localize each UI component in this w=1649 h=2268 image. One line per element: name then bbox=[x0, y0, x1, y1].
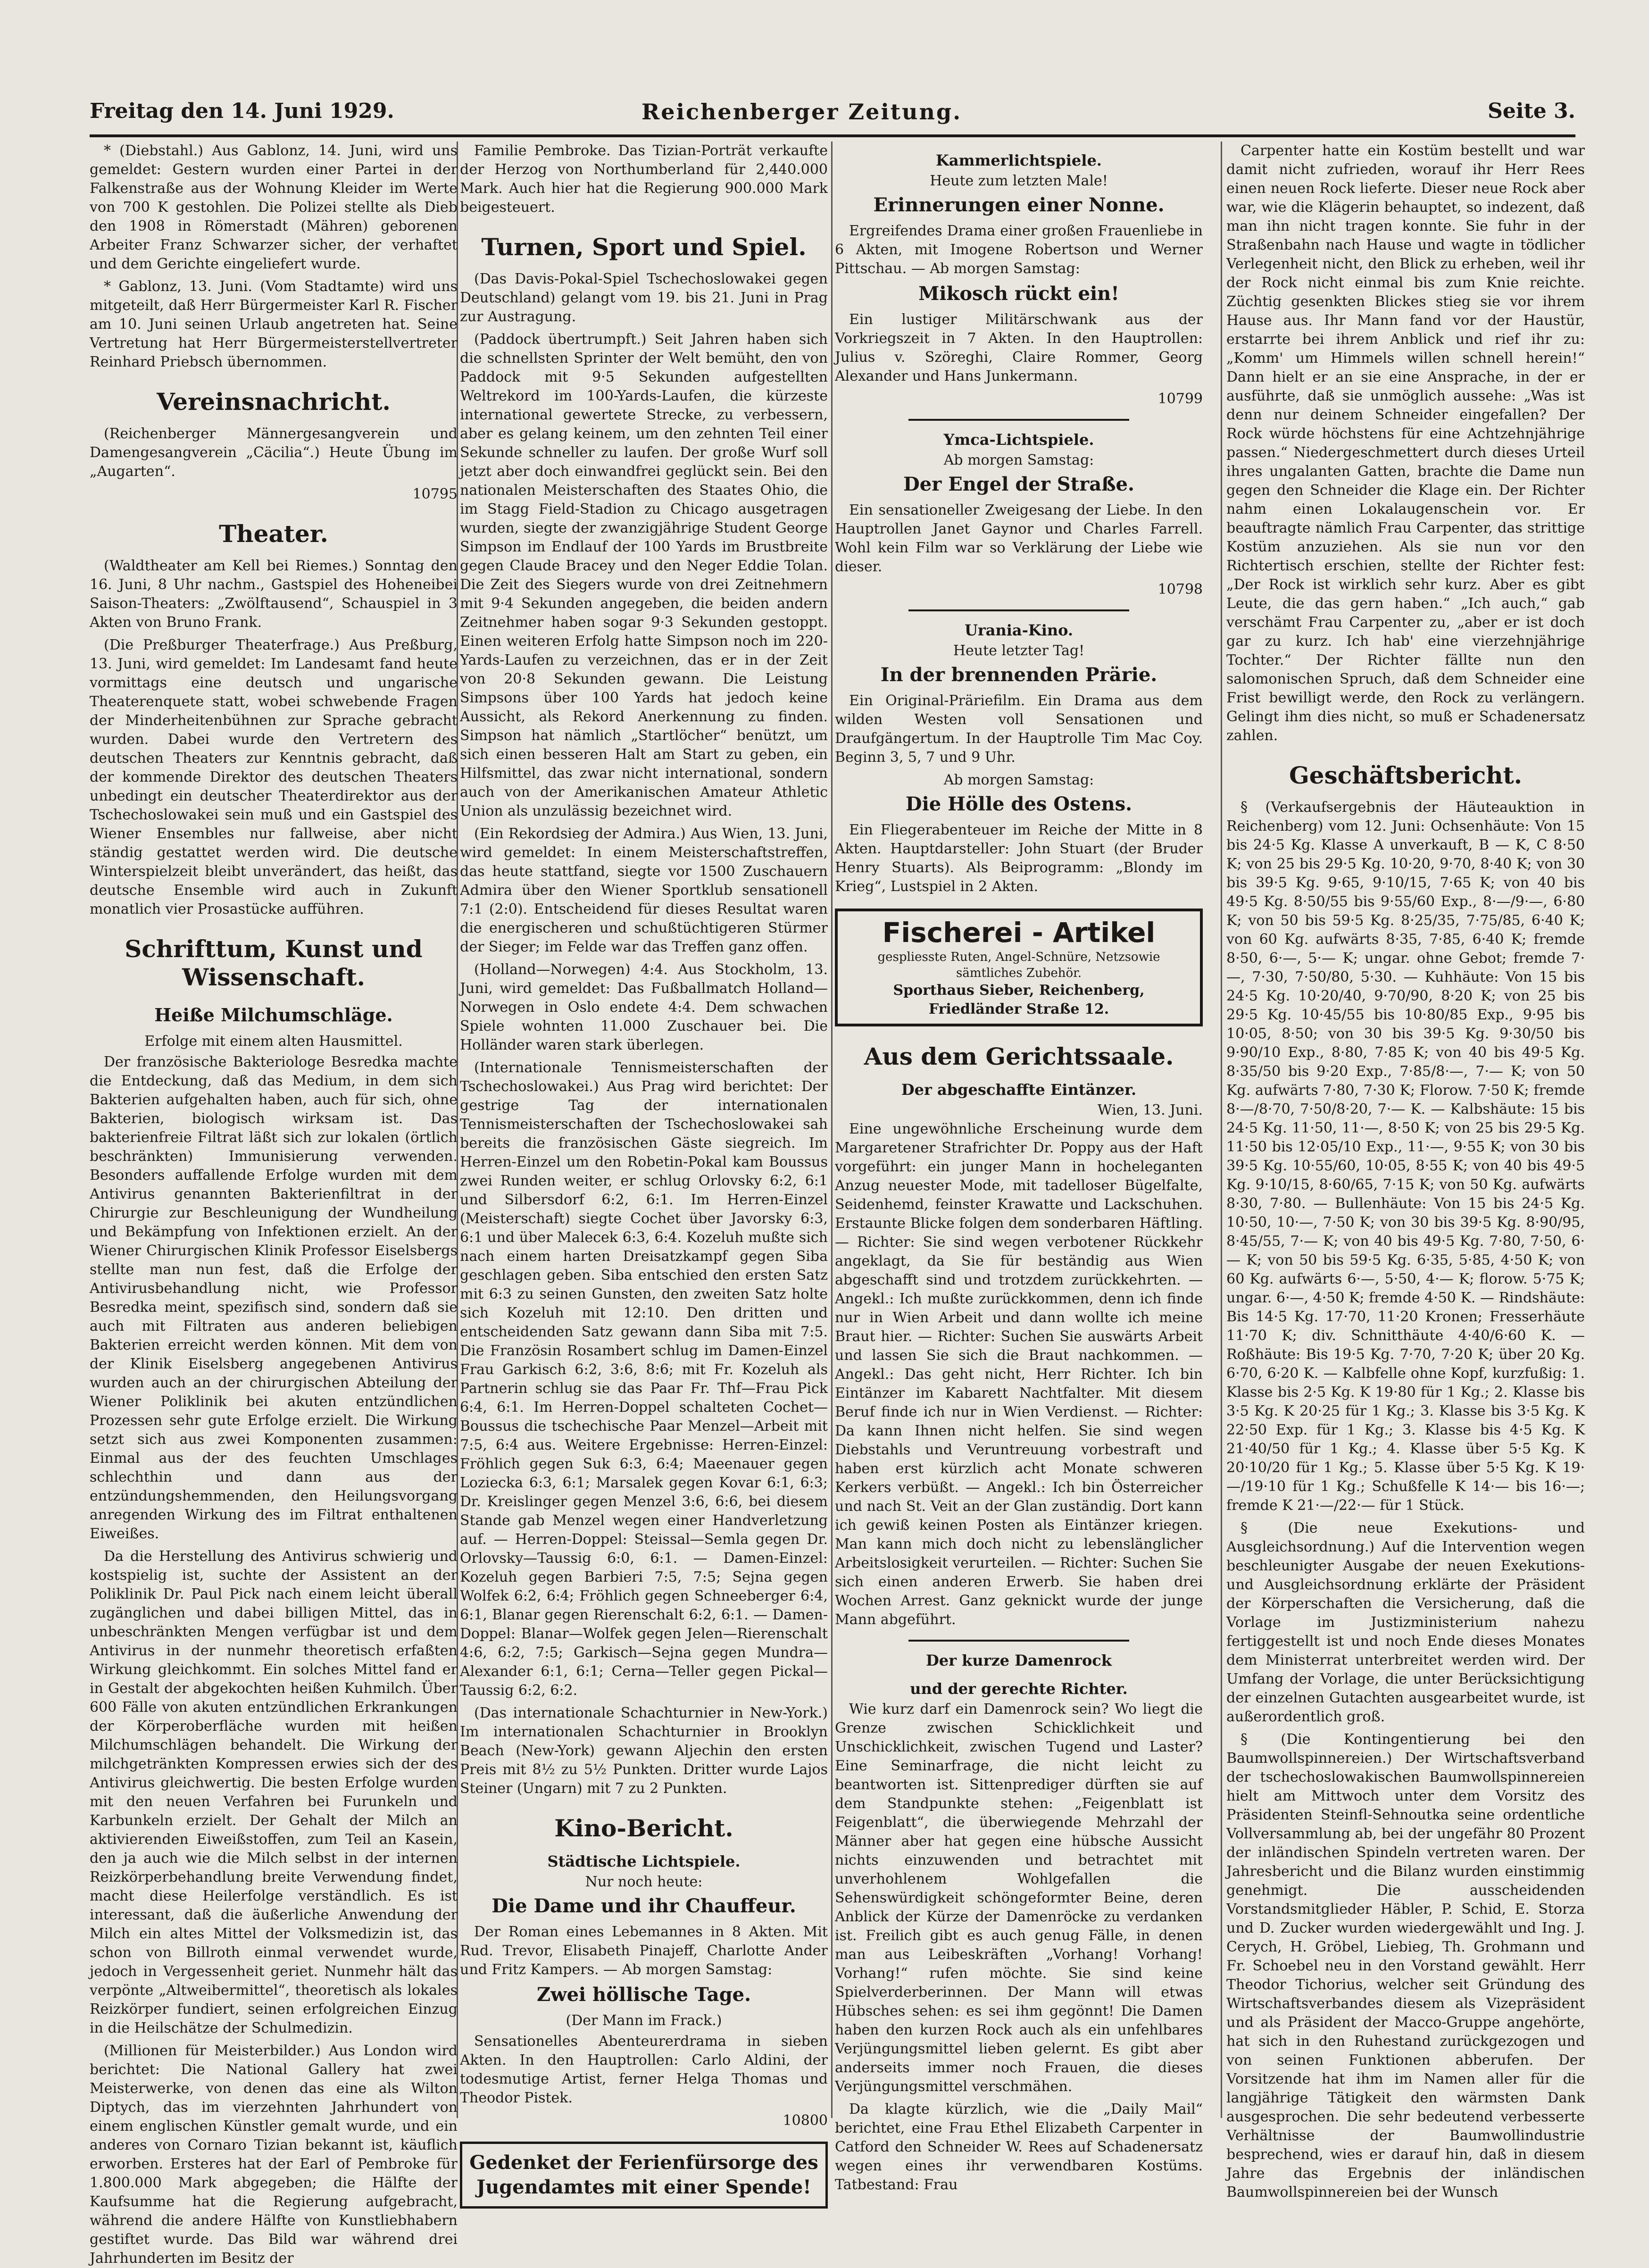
film-description: Sensationelles Abenteurerdrama in sieben Akten. In den Hauptrollen: Carlo Aldini, der todesmutige Artist, ferner Helga Thomas und Theodor Pistek. bbox=[460, 2033, 828, 2106]
ad-firm: Sporthaus Sieber, Reichenberg, bbox=[893, 982, 1145, 999]
appeal-box: Gedenket der Ferienfürsorge des Jugendamtes mit einer Spende! bbox=[460, 2142, 828, 2209]
business-haeuteauktion: § (Verkaufsergebnis der Häuteauktion in Reichenberg) vom 12. Juni: Ochsenhäute: Von 15 bis 24·5 Kg. Klasse A unverkauft, B — K, C 8·50 K; von 25 bis 29·5 Kg. 10·20, 9·70, 8·40 K; von 30 bis 39·5 Kg. 9·65, 9·10/15, 7·65 K; von 40 bis 49·5 Kg. 8·50/55 bis 9·55/60 Exp., 8·—/9·—, 6·80 K; von 50 bis 59·5 Kg. 8·25/35, 7·75/85, 6·40 K; von 60 Kg. aufwärts 8·35, 7·85, 6·40 K; fremde 8·50, 6·—, 5·— K; ungar. ohne Gebot; fremde 7·—, 7·30, 7·50/80, 5·30. — Kuhhäute: Von 15 bis 24·5 Kg. 10·20/40, 9·70/90, 8·20 K; von 25 bis 29·5 Kg. 10·45/55 bis 10·80/85 Exp., 9·95 bis 10·05, 8·50; von 30 bis 39·5 Kg. 9·30/50 bis 9·90/10 Exp., 8·80, 7·85 K; von 40 bis 49·5 Kg. 8·35/50 bis 9·20 Exp., 7·85/8·—, 7·— K; von 50 Kg. aufwärts 7·80, 7·30 K; Florow. 7·50 K; fremde 8·—/8·70, 7·50/8·20, 7·— K. — Kalbshäute: 15 bis 24·5 Kg. 11·50, 11·—, 8·50 K; von 25 bis 29·5 Kg. 11·50 bis 12·05/10 Exp., 11·—, 9·55 K; von 30 bis 39·5 Kg. 10·55/60, 10·05, 8·55 K; von 40 bis 49·5 Kg. 9·10/15, 8·60/65, 7·15 K; von 50 Kg. aufwärts 8·30, 7·80. — Bullenhäute: Von 15 bis 24·5 Kg. 10·50, 10·—, 7·50 K; von 30 bis 39·5 Kg. 8·90/95, 8·45/55, 7·— K; von 40 bis 49·5 Kg. 7·80, 7·50, 6·— K; von 50 bis 59·5 Kg. 6·35, 5·85, 4·50 K; von 60 Kg. aufwärts 6·—, 5·50, 4·— K; florow. 5·75 K; ungar. 6·—, 4·50 K; fremde 4·50 K. — Rindshäute: Bis 14·5 Kg. 17·70, 11·20 Kronen; Fresserhäute 11·70 K; div. Schnitthäute 4·40/6·60 K. — Roßhäute: Bis 19·5 Kg. 7·70, 7·20 K; über 20 Kg. 6·70, 6·20 K. — Kalbfelle ohne Kopf, kurzfußig: 1. Klasse bis 2·5 Kg. K 19·80 für 1 Kg.; 2. Klasse bis 3·5 Kg. K 20·25 für 1 Kg.; 3. Klasse bis 3·5 Kg. K 22·50 Exp. für 1 Kg.; 3. Klasse bis 4·5 Kg. K 21·40/50 für 1 Kg.; 4. Klasse über 5·5 Kg. K 20·10/20 für 1 Kg.; 5. Klasse über 5·5 Kg. K 19·—/19·10 für 1 Kg.; Schußfelle K 14·— bis 16·—; fremde K 21·—/22·— für 1 Stück. bbox=[1226, 799, 1585, 1514]
article-paragraph: Wie kurz darf ein Damenrock sein? Wo liegt die Grenze zwischen Schicklichkeit und Unschicklichkeit, zwischen Tugend und Laster? Eine Seminarfrage, die nicht leicht zu beantworten ist. Sittenprediger dürften sie auf dem Standpunkte stehen: „Feigenblatt ist Feigenblatt“, die überwiegende Mehrzahl der Männer aber hat gegen eine hübsche Aussicht nichts einzuwenden und betrachtet mit unverhohlenem Wohlgefallen die Sehenswürdigkeit schöngeformter Beine, deren Anblick der Kürze der Damenröcke zu verdanken ist. Freilich gibt es auch genug Fälle, in denen man aus Leibeskräften „Vorhang! Vorhang! Vorhang!“ rufen möchte. Sie sind keine Spielverderberinnen. Der Mann will etwas Hübsches sehen: es sei ihm gegönnt! Die Damen haben den kurzen Rock auch als ein unfehlbares Verjüngungsmittel lieben gelernt. Es gibt aber anderseits immer noch Frauen, die dieses Verjüngungsmittel verschmähen. bbox=[835, 1701, 1203, 2095]
newspaper-title: Reichenberger Zeitung. bbox=[641, 99, 962, 125]
header-date: Freitag den 14. Juni 1929. bbox=[90, 99, 394, 123]
film-title: In der brennenden Prärie. bbox=[880, 664, 1158, 686]
section-heading-gericht: Aus dem Gerichtssaale. bbox=[864, 1042, 1174, 1070]
article-paragraph: Der französische Bakteriologe Besredka machte die Entdeckung, daß das Medium, in dem sich Bakterien aufgehalten haben, auch für sich, ohne Bakterien, biologisch wirksam ist. Das bakterienfreie Filtrat läßt sich zur lokalen (örtlich beschränkten) Immunisierung verwenden. Besonders auffallende Erfolge wurden mit dem Antivirus genannten Bakterienfiltrat in der Chirurgie zur Beschleunigung der Wundheilung und Bekämpfung von Infektionen erzielt. An der Wiener Chirurgischen Klinik Professor Eiselsbergs stellte man nun fest, daß die Erfolge der Antivirusbehandlung nicht, wie Professor Besredka meint, spezifisch sind, sondern daß sie auch mit Filtraten aus anderen beliebigen Bakterien erreicht werden können. Mit dem von der Klinik Eiselsberg angegebenen Antivirus wurden auch an der chirurgischen Abteilung der Wiener Poliklinik bei akuten entzündlichen Prozessen sehr gute Erfolge erzielt. Die Wirkung setzt sich aus zwei Komponenten zusammen: Einmal aus der des feuchten Umschlages schlechthin und dann aus der entzündungshemmenden, den Heilungsvorgang anregenden Wirkung des im Filtrat enthaltenen Eiweißes. bbox=[90, 1054, 458, 1542]
article-title-milch: Heiße Milchumschläge. bbox=[154, 1004, 393, 1026]
film-title: Der Engel der Straße. bbox=[903, 473, 1134, 495]
film-title: Mikosch rückt ein! bbox=[918, 283, 1119, 305]
section-heading-geschaeft: Geschäftsbericht. bbox=[1289, 761, 1523, 789]
column-1 bbox=[90, 142, 458, 2267]
header-rule bbox=[90, 134, 1575, 137]
article-dateline: Wien, 13. Juni. bbox=[1097, 1102, 1203, 1118]
sport-schach: (Das internationale Schachturnier in New-York.) Im internationalen Schachturnier in Brooklyn Beach (New-York) gewann Aljechin den ersten Preis mit 8½ zu 5½ Punkten. Dritter wurde Lajos Steiner (Ungarn) mit 7 zu 2 Punkten. bbox=[460, 1705, 828, 1797]
film-title: Zwei höllische Tage. bbox=[536, 1984, 751, 2006]
sport-paddock: (Paddock übertrumpft.) Seit Jahren haben sich die schnellsten Sprinter der Welt bemüht, den von Paddock mit 9·5 Sekunden aufgestellten Weltrekord im 100-Yards-Laufen, die kürzeste international gewertete Strecke, zu verbessern, aber es gelang keinem, um den zehnten Teil einer Sekunde schneller zu laufen. Der große Wurf soll jetzt aber doch einwandfrei geglückt sein. Bei den nationalen Meisterschaften des Staates Ohio, die im Stagg Field-Stadion zu Chicago ausgetragen wurden, siegte der zwanzigjährige Student George Simpson im Endlauf der 100 Yards im Brustbreite gegen Claude Bracey und den Neger Eddie Tolan. Die Zeit des Siegers wurde von drei Zeitnehmern mit 9·4 Sekunden angegeben, die beiden andern Zeitnehmer haben sogar 9·3 Sekunden gestoppt. Einen weiteren Erfolg hatte Simpson noch im 220-Yards-Laufen zu verzeichnen, das er in der Zeit von 20·8 Sekunden gewann. Die Leistung Simpsons über 100 Yards hat jedoch keine Aussicht, als Rekord Anerkennung zu finden. Simpson hat nämlich „Startlöcher“ benützt, um sich einen besseren Halt am Start zu geben, ein Hilfsmittel, das zwar nicht international, sondern auch von der Amerikanischen Amateur Athletic Union als unzulässig bezeichnet wird. bbox=[460, 331, 828, 819]
theater-waldtheater: (Waldtheater am Kell bei Riemes.) Sonntag den 16. Juni, 8 Uhr nachm., Gastspiel des Hoheneibei Saison-Theaters: „Zwölftausend“, Schauspiel in 3 Akten von Bruno Frank. bbox=[90, 558, 458, 631]
news-gablonz: * Gablonz, 13. Juni. (Vom Stadtamte) wird uns mitgeteilt, daß Herr Bürgermeister Karl R. Fischer am 10. Juni seinen Urlaub angetreten hat. Seine Vertretung hat Herr Bürgermeisterstellvertreter Reinhard Priebsch übernommen. bbox=[90, 278, 458, 370]
film-description: Ein Fliegerabenteuer im Reiche der Mitte in 8 Akten. Hauptdarsteller: John Stuart (der Bruder Henry Stuarts). Als Beiprogramm: „Blondy im Krieg“, Lustspiel in 2 Akten. bbox=[835, 822, 1203, 895]
news-meisterbilder: (Millionen für Meisterbilder.) Aus London wird berichtet: Die National Gallery hat zwei Meisterwerke, von denen das eine als Wilton Diptych, das im vierzehnten Jahrhundert von einem englischen Künstler gemalt wurde, und ein anderes von Cornaro Tizian bekannt ist, käuflich erworben. Ersteres hat der Earl of Pembroke für 1.800.000 Mark abgegeben; die Hälfte der Kaufsumme hat die Regierung aufgebracht, während die andere Hälfte von Kunstliebhabern gestiftet wurde. Das Bild war während drei Jahrhunderten im Besitz der bbox=[90, 2043, 458, 2267]
cinema-name: Kammerlichtspiele. bbox=[936, 151, 1102, 169]
column-divider bbox=[831, 142, 833, 2118]
page-header bbox=[90, 94, 1575, 127]
business-exekution: § (Die neue Exekutions- und Ausgleichsordnung.) Auf die Intervention wegen beschleunigter Ausgabe der neuen Exekutions- und Ausgleichsordnung erklärte der Präsident der Körperschaften die Versicherung, daß die Vorlage im Justizministerium nahezu fertiggestellt ist und noch Ende dieses Monates dem Ministerrat unterbreitet werden wird. Der Umfang der Vorlage, die unter Berücksichtigung der einzelnen Gutachten ausgearbeitet wurde, ist außerordentlich groß. bbox=[1226, 1520, 1585, 1725]
article-title-eintaenzer: Der abgeschaffte Eintänzer. bbox=[901, 1081, 1137, 1099]
article-subtitle-milch: Erfolge mit einem alten Hausmittel. bbox=[144, 1033, 403, 1050]
film-description: Ergreifendes Drama einer großen Frauenliebe in 6 Akten, mit Imogene Robertson und Werner Pittschau. — Ab morgen Samstag: bbox=[835, 223, 1203, 277]
business-baumwolle: § (Die Kontingentierung bei den Baumwollspinnereien.) Der Wirtschaftsverband der tschechoslowakischen Baumwollspinnereien hielt am Mittwoch unter dem Vorsitz des Präsidenten Steinfl-Sehnoutka seine ordentliche Vollversammlung ab, bei der ungefähr 80 Prozent der inländischen Spindeln vertreten waren. Der Jahresbericht und die Bilanz wurden einstimmig genehmigt. Die ausscheidenden Vorstandsmitglieder Häbler, P. Schid, E. Storza und D. Zucker wurden wiedergewählt und Ing. J. Cerych, H. Gröbel, Liebieg, Th. Grohmann und Fr. Schoebel neu in den Vorstand gewählt. Herr Theodor Tichorius, welcher seit Gründung des Wirtschaftsverbandes diesem als Vizepräsident und als Präsident der Macco-Gruppe angehörte, hat sich in den Ruhestand zurückgezogen und von seinen Funktionen abberufen. Der Vorsitzende hat ihm im Namen aller für die langjährige Tätigkeit den wärmsten Dank ausgesprochen. Die sehr bedeutend verbesserte Verhältnisse der Baumwollindustrie besprechend, wies er darauf hin, daß in diesem Jahre das Ergebnis der inländischen Baumwollspinnereien bei der Wunsch bbox=[1226, 1731, 1585, 2201]
sport-tennis: (Internationale Tennismeisterschaften der Tschechoslowakei.) Aus Prag wird berichtet: Der gestrige Tag der internationalen Tennismeisterschaften der Tschechoslowakei sah bereits die französischen Gäste siegreich. Im Herren-Einzel um den Robetin-Pokal kam Boussus zwei Runden weiter, er schlug Orlovsky 6:2, 6:1 und Silbersdorf 6:2, 6:1. Im Herren-Einzel (Meisterschaft) siegte Cochet über Javorsky 6:3, 6:1 und über Malecek 6:3, 6:4. Kozeluh mußte sich nach einem harten Dreisatzkampf gegen Siba geschlagen geben. Siba entschied den ersten Satz mit 6:3 zu seinen Gunsten, den zweiten Satz holte sich Kozeluh mit 12:10. Den dritten und entscheidenden Satz gewann dann Siba mit 7:5. Die Französin Rosambert schlug im Damen-Einzel Frau Garkisch 6:2, 3:6, 8:6; mit Fr. Kozeluh als Partnerin schlug sie das Paar Fr. Thf—Frau Pick 6:4, 6:1. Im Herren-Doppel schalteten Cochet—Boussus die tschechische Paar Menzel—Arbeit mit 7:5, 6:4 aus. Weitere Ergebnisse: Herren-Einzel: Fröhlich gegen Suk 6:3, 6:4; Maeenauer gegen Loziecka 6:3, 6:1; Marsalek gegen Kovar 6:1, 6:3; Dr. Kreislinger gegen Menzel 3:6, 6:6, bei diesem Stande gab Menzel wegen einer Handverletzung auf. — Herren-Doppel: Steissal—Semla gegen Dr. Orlovsky—Taussig 6:0, 6:1. — Damen-Einzel: Kozeluh gegen Barbieri 7:5, 7:5; Sejna gegen Wolfek 6:2, 6:4; Fröhlich gegen Schneeberger 6:4, 6:1, Blanar gegen Rierenschalt 6:2, 6:1. — Damen-Doppel: Blanar—Wolfek gegen Jelen—Rierenschalt 4:6, 6:2, 7:5; Garkisch—Sejna gegen Mundra—Alexander 6:1, 6:1; Cerna—Teller gegen Pickal—Taussig 6:2, 6:2. bbox=[460, 1059, 828, 1699]
film-description: Der Roman eines Lebemannes in 8 Akten. Mit Rud. Trevor, Elisabeth Pinajeff, Charlotte Ander und Fritz Kampers. — Ab morgen Samstag: bbox=[460, 1924, 828, 1978]
fishing-ad bbox=[835, 909, 1203, 1026]
divider bbox=[908, 419, 1129, 421]
verein-notice: (Reichenberger Männergesangverein und Damengesangverein „Cäcilia“.) Heute Übung im „Augarten“. bbox=[90, 425, 458, 480]
sport-holland-norwegen: (Holland—Norwegen) 4:4. Aus Stockholm, 13. Juni, wird gemeldet: Das Fußballmatch Holland—Norwegen in Oslo endete 4:4. Dem schwachen Spiele wohnten 11.000 Zuschauer bei. Die Holländer waren stark überlegen. bbox=[460, 961, 828, 1053]
column-3 bbox=[835, 142, 1203, 2226]
cinema-note: Heute letzter Tag! bbox=[953, 642, 1085, 659]
divider bbox=[908, 1640, 1129, 1642]
ad-subtitle: gespliesste Ruten, Angel-Schnüre, Netzsowie sämtliches Zubehör. bbox=[877, 950, 1160, 980]
section-heading-verein: Vereinsnachricht. bbox=[157, 388, 391, 416]
film-title: Die Dame und ihr Chauffeur. bbox=[491, 1895, 796, 1917]
theater-pressburg: (Die Preßburger Theaterfrage.) Aus Preßburg, 13. Juni, wird gemeldet: Im Landesamt fand heute vormittags eine deutsch und ungarische Theaterenquete statt, wobei schwebende Fragen der Minderheitenbühnen zur Sprache gebracht wurden. Dabei wurde den Vertretern des deutschen Theaters zur Kenntnis gebracht, daß der kommende Direktor des deutschen Theaters unbedingt ein deutscher Theaterdirektor aus der Tschechoslowakei sein muß und ein Gastspiel des Wiener Ensembles nur fallweise, aber nicht ständig gestattet werden wird. Die deutsche Winterspielzeit bleibt unverändert, das heißt, das deutsche Ensemble wird auch in Zukunft monatlich vier Prosastücke aufführen. bbox=[90, 637, 458, 917]
ad-address: Friedländer Straße 12. bbox=[928, 1001, 1109, 1017]
cinema-name: Urania-Kino. bbox=[964, 621, 1074, 639]
news-theft: * (Diebstahl.) Aus Gablonz, 14. Juni, wird uns gemeldet: Gestern wurden einer Partei in der Falkenstraße aus der Wohnung Kleider im Werte von 700 K gestohlen. Die Polizei stellte als Dieb den 1908 in Römerstadt (Mähren) geborenen Arbeiter Franz Schwarzer sicher, der verhaftet und dem Gerichte eingeliefert wurde. bbox=[90, 142, 458, 272]
column-2 bbox=[460, 142, 828, 2226]
article-paragraph: Da die Herstellung des Antivirus schwierig und kostspielig ist, suchte der Assistent an der Poliklinik Dr. Paul Pick nach einem leicht überall zugänglichen und dabei billigen Mittel, das in unbeschränkten Mengen verfügbar ist und dem Antivirus in der nunmehr theoretisch erfaßten Wirkung gleichkommt. Ein solches Mittel fand er in Gestalt der abgekochten heißen Kuhmilch. Über 600 Fälle von akuten entzündlichen Erkrankungen der Körperoberfläche wurden mit heißen Milchumschlägen behandelt. Die Wirkung der milchgetränkten Kompressen erwies sich der des Antivirus gleichwertig. Die besten Erfolge wurden mit den neuen Verfahren bei Furunkeln und Karbunkeln erzielt. Der Gehalt der Milch an aktivierenden Eiweißstoffen, zum Teil an Kasein, den ja auch wie die Milch selbst in der internen Reizkörperbehandlung breite Verwendung findet, macht diese Heilerfolge verständlich. Es ist interessant, daß die äußerliche Anwendung der Milch ein altes Mittel der Volksmedizin ist, das schon von Billroth einmal verwendet wurde, jedoch in Vergessenheit geriet. Nunmehr hält das verpönte „Altweibermittel“, theoretisch als lokales Reizkörper fundiert, seinen erfolgreichen Einzug in die Heilschätze der Schulmedizin. bbox=[90, 1548, 458, 2036]
film-title: Die Hölle des Ostens. bbox=[905, 793, 1133, 815]
section-heading-kino: Kino-Bericht. bbox=[554, 1814, 733, 1842]
article-paragraph: Da klagte kürzlich, wie die „Daily Mail“ berichtet, eine Frau Ethel Elizabeth Carpenter in Catford den Schneider W. Rees auf Schadenersatz wegen eines ihr verwendbaren Kostüms. Tatbestand: Frau bbox=[835, 2101, 1203, 2193]
article-paragraph: Eine ungewöhnliche Erscheinung wurde dem Margaretener Strafrichter Dr. Poppy aus der Haft vorgeführt: ein junger Mann in hocheleganten Anzug neuester Mode, mit tadelloser Bügelfalte, Seidenhemd, feinster Krawatte und Lackschuhen. Erstaunte Blicke folgen dem sonderbaren Häftling. — Richter: Sie sind wegen verbotener Rückkehr angeklagt, da Sie für beständig aus Wien abgeschafft sind und trotzdem zurückkehrten. — Angekl.: Ich mußte zurückkommen, denn ich finde nur in Wien Arbeit und dann wollte ich meine Braut hier. — Richter: Suchen Sie auswärts Arbeit und lassen Sie sich die Braut nachkommen. — Angekl.: Das geht nicht, Herr Richter. Ich bin Eintänzer im Kabarett Nachtfalter. Mit diesem Beruf finde ich nur in Wien Verdienst. — Richter: Da kann Ihnen nicht helfen. Sie sind wegen Diebstahls und Veruntreuung vorbestraft und haben erst kürzlich acht Monate schweren Kerkers verbüßt. — Angekl.: Ich bin Österreicher und nach St. Veit an der Glan zuständig. Dort kann ich gewiß keinen Posten als Eintänzer kriegen. Man kann mich doch nicht zu lebenslänglicher Arbeitslosigkeit verurteilen. — Richter: Suchen Sie sich einen anderen Erwerb. Sie haben drei Wochen Arrest. Ganz geknickt wurde der junge Mann abgeführt. bbox=[835, 1121, 1203, 1628]
column-divider bbox=[1221, 142, 1222, 2118]
section-heading-theater: Theater. bbox=[219, 520, 328, 548]
ad-reference: 10799 bbox=[1158, 391, 1203, 407]
film-subtitle: (Der Mann im Frack.) bbox=[566, 2012, 722, 2029]
film-title: Erinnerungen einer Nonne. bbox=[873, 194, 1165, 216]
divider bbox=[908, 609, 1129, 611]
article-title-damenrock: Der kurze Damenrock bbox=[926, 1651, 1112, 1669]
page-number: Seite 3. bbox=[1487, 99, 1575, 123]
film-description: Ein Original-Präriefilm. Ein Drama aus dem wilden Westen voll Sensationen und Draufgängertum. In der Hauptrolle Tim Mac Coy. Beginn 3, 5, 7 und 9 Uhr. bbox=[835, 692, 1203, 766]
cinema-note: Ab morgen Samstag: bbox=[943, 452, 1094, 468]
article-subtitle-damenrock: und der gerechte Richter. bbox=[910, 1680, 1128, 1698]
cinema-note: Heute zum letzten Male! bbox=[930, 173, 1108, 189]
section-heading-sport: Turnen, Sport und Spiel. bbox=[481, 233, 807, 261]
ad-title: Fischerei - Artikel bbox=[882, 917, 1156, 949]
cinema-name: Ymca-Lichtspiele. bbox=[943, 431, 1094, 449]
cinema-note: Nur noch heute: bbox=[585, 1874, 703, 1890]
sport-davis-cup: (Das Davis-Pokal-Spiel Tschechoslowakei gegen Deutschland) gelangt vom 19. bis 21. Juni in Prag zur Austragung. bbox=[460, 271, 828, 325]
cinema-note: Ab morgen Samstag: bbox=[943, 772, 1094, 788]
article-paragraph: Familie Pembroke. Das Tizian-Porträt verkaufte der Herzog von Northumberland für 2,440.000 Mark. Auch hier hat die Regierung 900.000 Mark beigesteuert. bbox=[460, 142, 828, 216]
cinema-name: Städtische Lichtspiele. bbox=[547, 1852, 741, 1870]
film-description: Ein lustiger Militärschwank aus der Vorkriegszeit in 7 Akten. In den Hauptrollen: Julius v. Szöreghi, Claire Rommer, Georg Alexander und Hans Junkermann. bbox=[835, 311, 1203, 384]
ad-reference: 10800 bbox=[783, 2112, 828, 2129]
film-description: Ein sensationeller Zweigesang der Liebe. In den Hauptrollen Janet Gaynor und Charles Farrell. Wohl kein Film war so Verklärung der Liebe wie dieser. bbox=[835, 502, 1203, 575]
column-4 bbox=[1226, 142, 1585, 2226]
sport-admira: (Ein Rekordsieg der Admira.) Aus Wien, 13. Juni, wird gemeldet: In einem Meisterschaftstreffen, das heute stattfand, siegte vor 1500 Zuschauern Admira über den Wiener Sportklub sensationell 7:1 (2:0). Entscheidend für dieses Resultat waren die energischeren und schußtüchtigeren Stürmer der Sieger; im Felde war das Treffen ganz offen. bbox=[460, 825, 828, 955]
ad-reference: 10795 bbox=[412, 486, 458, 502]
article-paragraph: Carpenter hatte ein Kostüm bestellt und war damit nicht zufrieden, worauf ihr Herr Rees einen neuen Rock lieferte. Dieser neue Rock aber war, wie die Klägerin behauptet, so indezent, daß man ihn nicht tragen konnte. Sie fuhr in der Straßenbahn nach Hause und wagte in tödlicher Verlegenheit nicht, den Blick zu erheben, weil ihr der Rock nicht einmal bis zum Knie reichte. Züchtig gesenkten Blickes stieg sie vor ihrem Hause aus. Ihr Mann fand vor der Haustür, erstarrte bei ihrem Anblick und rief ihr zu: „Komm' um Himmels willen schnell herein!“ Dann hielt er an sie eine Ansprache, in der er ausführte, daß sie unmöglich aussehe: „Was ist denn nur deinem Schneider eingefallen? Der Rock würde höchstens für eine Achtzehnjährige passen.“ Niedergeschmettert durch dieses Urteil ihres ungalanten Gatten, brachte die Dame nun gegen den Schneider die Klage ein. Der Richter nahm einen Lokalaugenschein vor. Er beauftragte nämlich Frau Carpenter, das strittige Kostüm anzuziehen. Als sie nun vor den Richtertisch erschien, stellte der Richter fest: „Der Rock ist wirklich sehr kurz. Aber es gibt Leute, die das gern haben.“ „Ich auch,“ gab verschämt Frau Carpenter zu, „aber er ist doch gar zu kurz. Ich hab' eine vierzehnjährige Tochter.“ Der Richter fällte nun den salomonischen Spruch, daß dem Schneider eine Frist bewilligt werde, den Rock zu verlängern. Gelingt ihm dies nicht, so muß er Schadenersatz zahlen. bbox=[1226, 142, 1585, 744]
ad-reference: 10798 bbox=[1158, 581, 1203, 598]
section-heading-schrifttum: Schrifttum, Kunst und Wissenschaft. bbox=[125, 935, 423, 991]
